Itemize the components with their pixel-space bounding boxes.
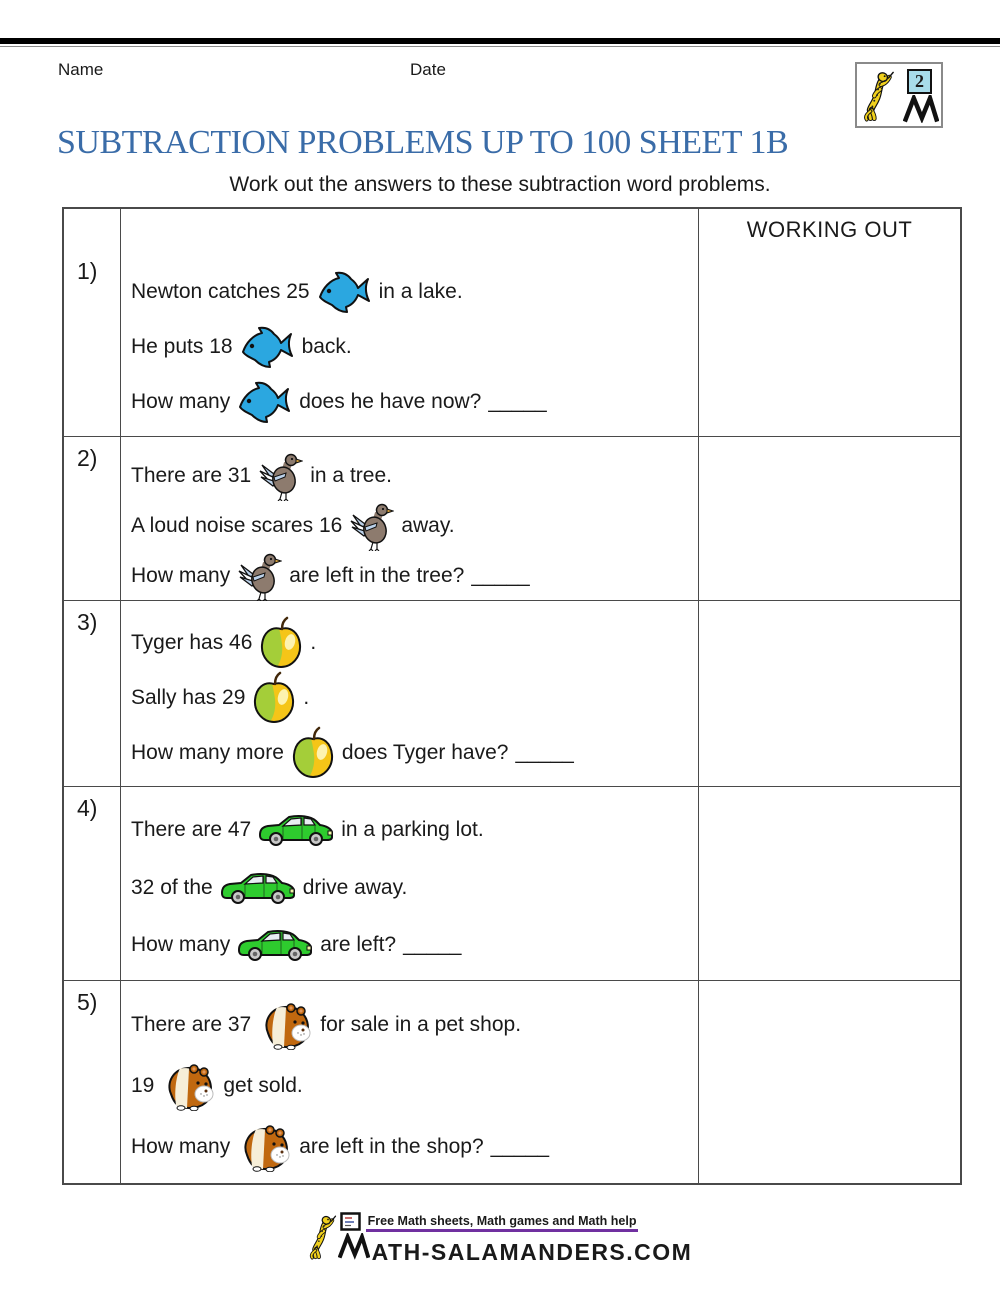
car-icon bbox=[258, 813, 334, 847]
purple-underline bbox=[366, 1229, 639, 1232]
problem-cell bbox=[120, 250, 698, 436]
problem-line bbox=[131, 1116, 698, 1177]
hamster-icon bbox=[161, 1061, 216, 1111]
table-row bbox=[64, 786, 960, 980]
mini-chalkboard-icon bbox=[340, 1212, 361, 1237]
problem-text: in a lake. bbox=[378, 279, 463, 303]
header-problem-cell bbox=[120, 209, 698, 250]
answer-blank: _____ bbox=[471, 564, 530, 587]
salamander-icon bbox=[308, 1214, 338, 1265]
answer-blank: _____ bbox=[403, 933, 462, 957]
problem-text: Tyger has 46 bbox=[131, 630, 253, 654]
problem-text: get sold. bbox=[223, 1074, 303, 1097]
fish-icon bbox=[237, 381, 292, 423]
problem-cell bbox=[120, 981, 698, 1183]
date-label: Date bbox=[410, 60, 446, 79]
problem-line bbox=[131, 375, 698, 430]
problem-number: 4) bbox=[77, 795, 98, 821]
problem-line bbox=[131, 264, 698, 319]
problem-line bbox=[131, 551, 698, 601]
problem-line bbox=[131, 319, 698, 374]
problem-text: drive away. bbox=[302, 875, 408, 899]
math-salamanders-corner-logo bbox=[855, 62, 943, 128]
problem-text: . bbox=[303, 685, 310, 709]
top-rule bbox=[0, 38, 1000, 47]
problem-text: How many bbox=[131, 933, 231, 957]
hamster-icon bbox=[237, 1122, 292, 1172]
problem-text: are left in the shop? bbox=[299, 1134, 484, 1158]
problem-cell bbox=[120, 437, 698, 607]
problem-number: 1) bbox=[77, 258, 98, 284]
site-name: ATH-SALAMANDERS.COM bbox=[371, 1239, 693, 1265]
problem-line bbox=[131, 916, 698, 974]
footer-tagline-block bbox=[366, 1212, 639, 1232]
problem-number: 2) bbox=[77, 445, 98, 471]
working-out-header: WORKING OUT bbox=[698, 209, 960, 250]
fish-icon bbox=[240, 326, 295, 368]
problem-text: A loud noise scares 16 bbox=[131, 514, 343, 537]
problems-table bbox=[62, 207, 962, 1185]
instructions: Work out the answers to these subtraction word problems. bbox=[229, 173, 771, 196]
working-out-cell bbox=[698, 601, 960, 786]
problem-text: back. bbox=[301, 334, 352, 358]
problem-line bbox=[131, 859, 698, 917]
problem-text: . bbox=[310, 630, 317, 654]
problem-line bbox=[131, 1056, 698, 1117]
problem-line bbox=[131, 995, 698, 1056]
problem-text: Newton catches 25 bbox=[131, 279, 310, 303]
problem-text: How many bbox=[131, 1134, 231, 1158]
problem-text: There are 37 bbox=[131, 1013, 252, 1037]
apple-icon bbox=[252, 671, 296, 725]
problem-text: There are 47 bbox=[131, 817, 252, 841]
problem-line bbox=[131, 725, 698, 780]
answer-blank: _____ bbox=[490, 1134, 550, 1158]
number-board bbox=[907, 69, 932, 94]
board-number: 2 bbox=[915, 71, 924, 91]
problem-text: does Tyger have? bbox=[341, 740, 509, 764]
problem-line bbox=[131, 501, 698, 551]
problem-text: are left? bbox=[320, 933, 397, 957]
footer-text bbox=[366, 1212, 693, 1265]
problem-text: in a tree. bbox=[310, 464, 392, 487]
working-out-cell bbox=[698, 981, 960, 1183]
hamster-icon bbox=[258, 1000, 313, 1050]
problem-text: He puts 18 bbox=[131, 334, 233, 358]
table-row bbox=[64, 600, 960, 786]
apple-icon bbox=[259, 616, 303, 670]
problem-text: 19 bbox=[131, 1074, 155, 1097]
problem-cell bbox=[120, 787, 698, 980]
problem-line bbox=[131, 615, 698, 670]
working-out-cell bbox=[698, 250, 960, 436]
answer-blank: _____ bbox=[488, 390, 547, 414]
bird-icon bbox=[349, 501, 394, 551]
table-row bbox=[64, 250, 960, 436]
site-name-row bbox=[338, 1233, 693, 1265]
problem-text: in a parking lot. bbox=[341, 817, 484, 841]
problem-rows bbox=[64, 250, 960, 1183]
working-out-cell bbox=[698, 787, 960, 980]
problem-text: How many bbox=[131, 564, 231, 587]
table-row bbox=[64, 980, 960, 1183]
problem-line bbox=[131, 670, 698, 725]
problem-text: How many bbox=[131, 390, 231, 414]
problem-text: are left in the tree? bbox=[289, 564, 465, 587]
problem-number: 3) bbox=[77, 609, 98, 635]
answer-blank: _____ bbox=[515, 740, 574, 764]
name-label: Name bbox=[58, 60, 104, 79]
problem-cell bbox=[120, 601, 698, 786]
table-header-row bbox=[64, 209, 960, 250]
problem-text: There are 31 bbox=[131, 464, 252, 487]
site-footer bbox=[0, 1212, 1000, 1265]
problem-text: Sally has 29 bbox=[131, 685, 246, 709]
problem-text: for sale in a pet shop. bbox=[320, 1013, 522, 1037]
footer-tagline: Free Math sheets, Math games and Math help bbox=[367, 1214, 637, 1228]
salamander-icon bbox=[862, 70, 896, 127]
working-out-cell bbox=[698, 437, 960, 607]
problem-line bbox=[131, 801, 698, 859]
problem-text: does he have now? bbox=[299, 390, 482, 414]
problem-number: 5) bbox=[77, 989, 98, 1015]
problem-text: How many more bbox=[131, 740, 284, 764]
page-title: SUBTRACTION PROBLEMS UP TO 100 SHEET 1B bbox=[57, 124, 789, 161]
bird-icon bbox=[237, 551, 282, 601]
bird-icon bbox=[258, 451, 303, 501]
table-row bbox=[64, 436, 960, 600]
header-number-cell bbox=[64, 209, 120, 250]
apple-icon bbox=[291, 726, 335, 780]
problem-text: away. bbox=[401, 514, 455, 537]
footer-logo bbox=[308, 1212, 364, 1264]
car-icon bbox=[220, 871, 296, 905]
problem-line bbox=[131, 451, 698, 501]
car-icon bbox=[237, 928, 313, 962]
fish-icon bbox=[317, 271, 372, 313]
problem-text: 32 of the bbox=[131, 875, 213, 899]
